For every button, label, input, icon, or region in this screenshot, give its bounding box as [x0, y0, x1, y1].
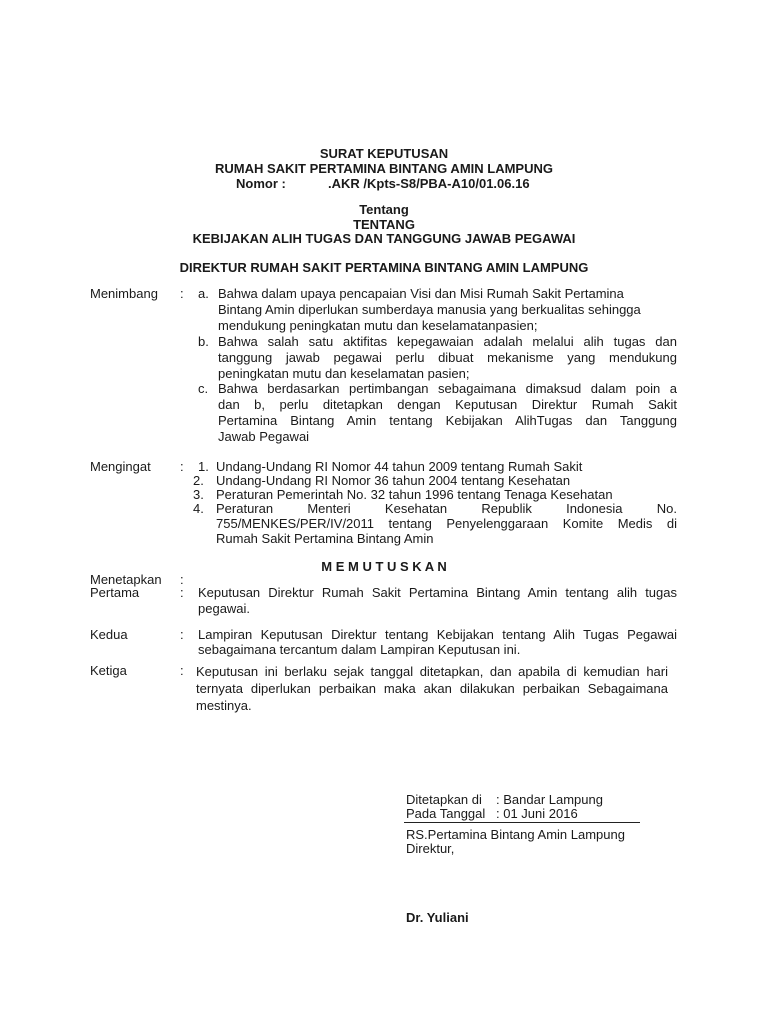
ketiga-line-1: Keputusan ini berlaku sejak tanggal ditetapkan, dan apabila di kemudian hari: [196, 664, 668, 679]
mengingat-colon: :: [180, 459, 184, 474]
ketiga-line-3: mestinya.: [196, 698, 252, 713]
menetapkan-colon: :: [180, 572, 184, 587]
menimbang-item-c: [218, 381, 677, 445]
signature-divider: [404, 822, 640, 823]
signature-org: RS.Pertamina Bintang Amin Lampung: [406, 827, 625, 842]
menetapkan-label: Menetapkan: [90, 572, 162, 587]
tentang-heading: Tentang: [359, 202, 409, 217]
menimbang-c-line-2: dan b, perlu ditetapkan dengan Keputusan Direktur Rumah Sakit: [218, 397, 677, 412]
nomor-label: Nomor :: [236, 176, 286, 191]
mengingat-4-line-2: 755/MENKES/PER/IV/2011 tentang Penyelenggaraan Komite Medis di: [216, 516, 677, 531]
ditetapkan-label: Ditetapkan di: [406, 792, 482, 807]
menimbang-colon: :: [180, 286, 184, 301]
tanggal-label: Pada Tanggal: [406, 806, 486, 821]
ketiga-text: [196, 663, 668, 714]
menimbang-item-a: [218, 286, 674, 334]
pertama-line-1: Keputusan Direktur Rumah Sakit Pertamina Bintang Amin tentang alih tugas: [198, 585, 677, 600]
kedua-line-2: sebagaimana tercantum dalam Lampiran Keputusan ini.: [198, 642, 521, 657]
institution-name: RUMAH SAKIT PERTAMINA BINTANG AMIN LAMPUNG: [215, 161, 553, 176]
menimbang-a-line-3: mendukung peningkatan mutu dan keselamatanpasien;: [218, 318, 538, 333]
pertama-label: Pertama: [90, 585, 140, 600]
mengingat-label: Mengingat: [90, 459, 151, 474]
mengingat-item-2: Undang-Undang RI Nomor 36 tahun 2004 tentang Kesehatan: [216, 473, 571, 488]
ketiga-colon: :: [180, 663, 184, 678]
mengingat-marker-3: 3.: [193, 487, 204, 502]
memutuskan-heading: M E M U T U S K A N: [321, 559, 447, 574]
pertama-line-2: pegawai.: [198, 601, 251, 616]
mengingat-item-3: Peraturan Pemerintah No. 32 tahun 1996 tentang Tenaga Kesehatan: [216, 487, 613, 502]
mengingat-marker-1: 1.: [198, 459, 209, 474]
menimbang-label: Menimbang: [90, 286, 158, 301]
kedua-colon: :: [180, 627, 184, 642]
menimbang-c-line-1: Bahwa berdasarkan pertimbangan sebagaimana dimaksud dalam poin a: [218, 381, 677, 396]
mengingat-marker-4: 4.: [193, 501, 204, 516]
pertama-text: [198, 585, 677, 617]
kedua-label: Kedua: [90, 627, 128, 642]
menimbang-b-line-3: peningkatan mutu dan keselamatan pasien;: [218, 366, 470, 381]
menimbang-marker-a: a.: [198, 286, 209, 301]
document-title: SURAT KEPUTUSAN: [319, 146, 449, 161]
mengingat-4-line-3: Rumah Sakit Pertamina Bintang Amin: [216, 531, 434, 546]
menimbang-a-line-1: Bahwa dalam upaya pencapaian Visi dan Misi Rumah Sakit Pertamina: [218, 286, 624, 301]
menimbang-c-line-3: Pertamina Bintang Amin tentang Kebijakan AlihTugas dan Tanggung: [218, 413, 677, 428]
kedua-line-1: Lampiran Keputusan Direktur tentang Kebijakan tentang Alih Tugas Pegawai: [198, 627, 677, 642]
menimbang-b-line-2: tanggung jawab pegawai perlu dibuat mekanisme yang mendukung: [218, 350, 677, 365]
ditetapkan-value: : Bandar Lampung: [496, 792, 603, 807]
menimbang-a-line-2: Bintang Amin diperlukan sumberdaya manusia yang berkualitas sehingga: [218, 302, 641, 317]
kedua-text: [198, 627, 677, 657]
nomor-value: .AKR /Kpts-S8/PBA-A10/01.06.16: [328, 176, 530, 191]
signature-position: Direktur,: [406, 841, 455, 856]
pertama-colon: :: [180, 585, 184, 600]
mengingat-marker-2: 2.: [193, 473, 204, 488]
mengingat-item-4: [216, 501, 677, 546]
ketiga-label: Ketiga: [90, 663, 127, 678]
menimbang-c-line-4: Jawab Pegawai: [218, 429, 310, 444]
menimbang-marker-c: c.: [198, 381, 209, 396]
signer-title: DIREKTUR RUMAH SAKIT PERTAMINA BINTANG AMIN LAMPUNG: [179, 260, 589, 275]
decree-subject: KEBIJAKAN ALIH TUGAS DAN TANGGUNG JAWAB PEGAWAI: [192, 231, 576, 246]
menimbang-marker-b: b.: [198, 334, 209, 349]
mengingat-4-line-1: Peraturan Menteri Kesehatan Republik Indonesia No.: [216, 501, 677, 516]
tentang-heading-caps: TENTANG: [353, 217, 415, 232]
menimbang-item-b: [218, 334, 677, 382]
mengingat-item-1: Undang-Undang RI Nomor 44 tahun 2009 tentang Rumah Sakit: [216, 459, 583, 474]
signatory-name: Dr. Yuliani: [406, 910, 469, 925]
menimbang-b-line-1: Bahwa salah satu aktifitas kepegawaian adalah melalui alih tugas dan: [218, 334, 677, 349]
tanggal-value: : 01 Juni 2016: [496, 806, 578, 821]
ketiga-line-2: ternyata diperlukan perbaikan maka akan dilakukan perbaikan Sebagaimana: [196, 681, 668, 696]
